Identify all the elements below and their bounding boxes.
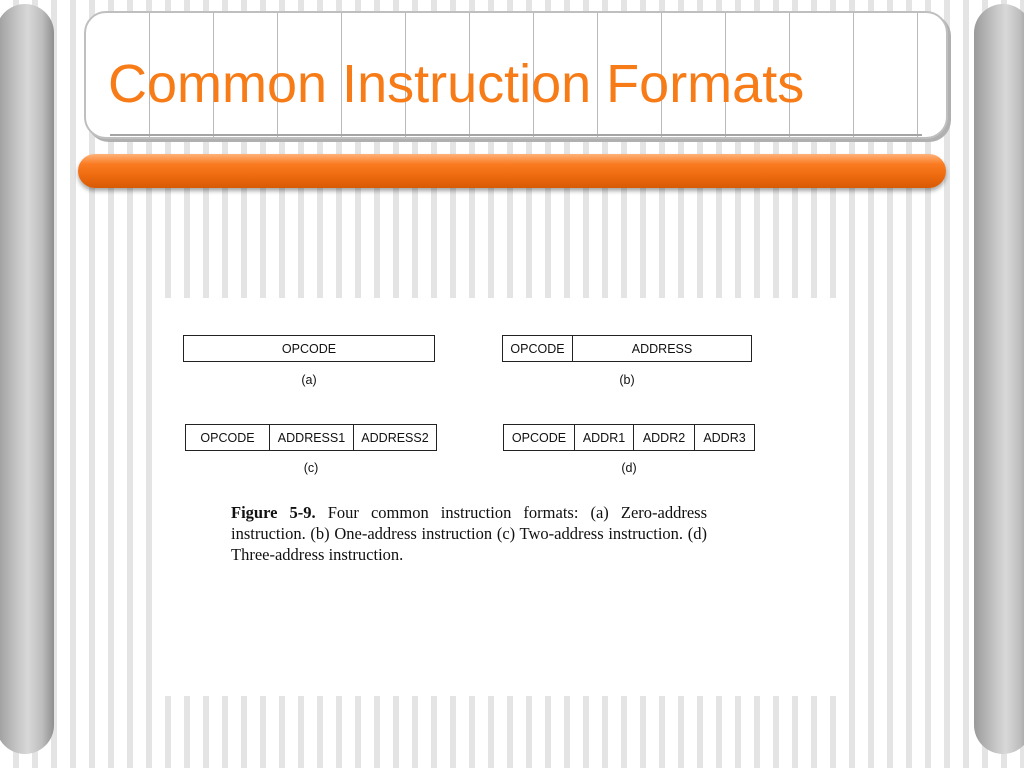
figure-panel <box>153 298 836 696</box>
figure-label: Figure 5-9. <box>231 503 316 522</box>
format-b-label: (b) <box>619 373 635 387</box>
field-address2: ADDRESS2 <box>361 430 429 445</box>
field-opcode: OPCODE <box>504 425 575 450</box>
format-a-box <box>183 335 435 362</box>
format-b-box <box>502 335 752 362</box>
caption-text: Four common instruction formats: (a) Zero-address instruction. (b) One-address instruction (c) Two-address instruction. (d) Three-address instruction. <box>231 503 708 564</box>
field-opcode: OPCODE <box>186 425 270 450</box>
format-d-label: (d) <box>621 461 637 475</box>
title-underline <box>110 134 922 136</box>
field-address1: ADDRESS1 <box>270 425 354 450</box>
orange-accent-bar <box>78 154 946 188</box>
field-addr1: ADDR1 <box>575 425 634 450</box>
format-c-label: (c) <box>303 461 319 475</box>
field-opcode: OPCODE <box>503 336 573 361</box>
right-decorative-pillar <box>974 4 1024 754</box>
left-decorative-pillar <box>0 4 54 754</box>
slide-title: Common Instruction Formats <box>108 54 805 114</box>
field-address: ADDRESS <box>631 341 693 356</box>
figure-caption <box>231 502 707 565</box>
format-d-box <box>503 424 755 451</box>
field-addr3: ADDR3 <box>703 430 746 445</box>
field-addr2: ADDR2 <box>634 425 695 450</box>
format-a-label: (a) <box>301 373 317 387</box>
field-opcode: OPCODE <box>281 341 337 356</box>
format-c-box <box>185 424 437 451</box>
